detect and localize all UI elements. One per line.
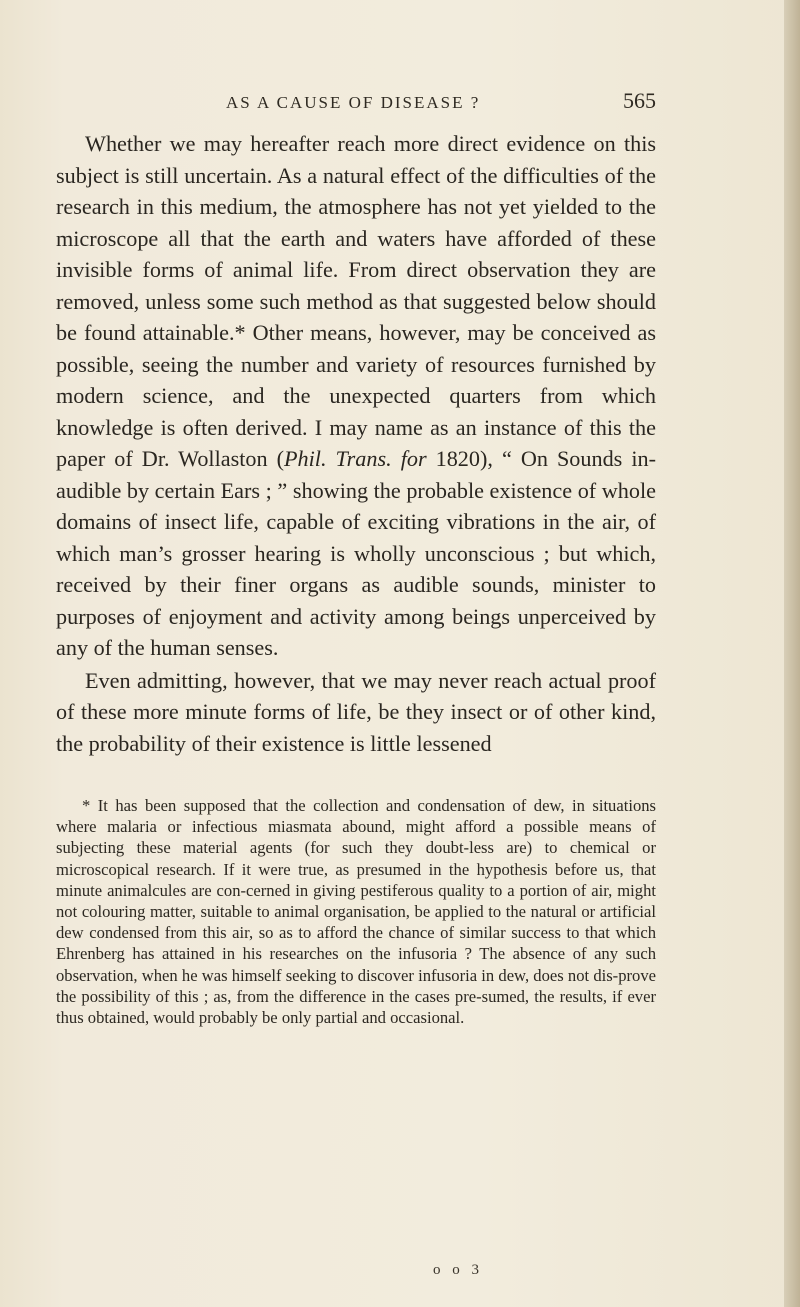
footnote-text: * It has been supposed that the collection and condensation of dew, in situations where malaria or infectious miasmata abound, might afford a possible means of subjecting these material agents (for such they doubt-less are) to chemical or microscopical research. If it were true, as presumed in the hypothesis before us, that minute animalcules are con-cerned in giving pestiferous quality to a portion of air, might not colouring matter, suitable to animal organisation, be applied to the natural or artificial dew condensed from this air, so as to afford the chance of similar success to that which Ehrenberg has attained in his researches on the infusoria ? The absence of any such observation, when he was himself seeking to discover infusoria in dew, does not dis-prove the possibility of this ; as, from the difference in the cases pre-sumed, the results, if ever thus obtained, would probably be only partial and occasional. <box>56 796 656 1028</box>
paragraph <box>56 665 656 760</box>
running-head <box>226 88 656 118</box>
footnote <box>56 795 656 1028</box>
paragraph-text: Even admitting, however, that we may never reach actual proof of these more minute forms of life, be they insect or of other kind, the probability of their existence is little lessened <box>56 667 656 756</box>
signature-mark <box>0 1262 800 1279</box>
citation-italic: Phil. Trans. for <box>284 446 427 471</box>
paragraph-text: Whether we may hereafter reach more direct evidence on this subject is still uncertain. As a natural effect of the difficulties of the research in this medium, the atmosphere has not yet yielded to the microscope all that the earth and waters have afforded of these invisible forms of animal life. From direct observation they are removed, unless some such method as that suggested below should be found attainable.* Other means, however, may be conceived as possible, seeing the number and variety of resources furnished by modern science, and the unexpected quarters from which knowledge is often derived. I may name as an instance of this the paper of Dr. Wollaston ( <box>56 131 656 471</box>
paragraph-text: 1820), “ On Sounds in-audible by certain Ears ; ” showing the probable existence of whole domains of insect life, capable of exciting vibrations in the air, of which man’s grosser hearing is wholly unconscious ; but which, received by their finer organs as audible sounds, minister to purposes of enjoyment and activity among beings unperceived by any of the human senses. <box>56 446 656 660</box>
paragraph <box>56 128 656 664</box>
signature-text: o o 3 <box>433 1262 483 1278</box>
running-title: AS A CAUSE OF DISEASE ? <box>226 93 481 112</box>
page-edge <box>784 0 800 1307</box>
main-text <box>56 128 656 759</box>
page-number: 565 <box>623 88 656 113</box>
